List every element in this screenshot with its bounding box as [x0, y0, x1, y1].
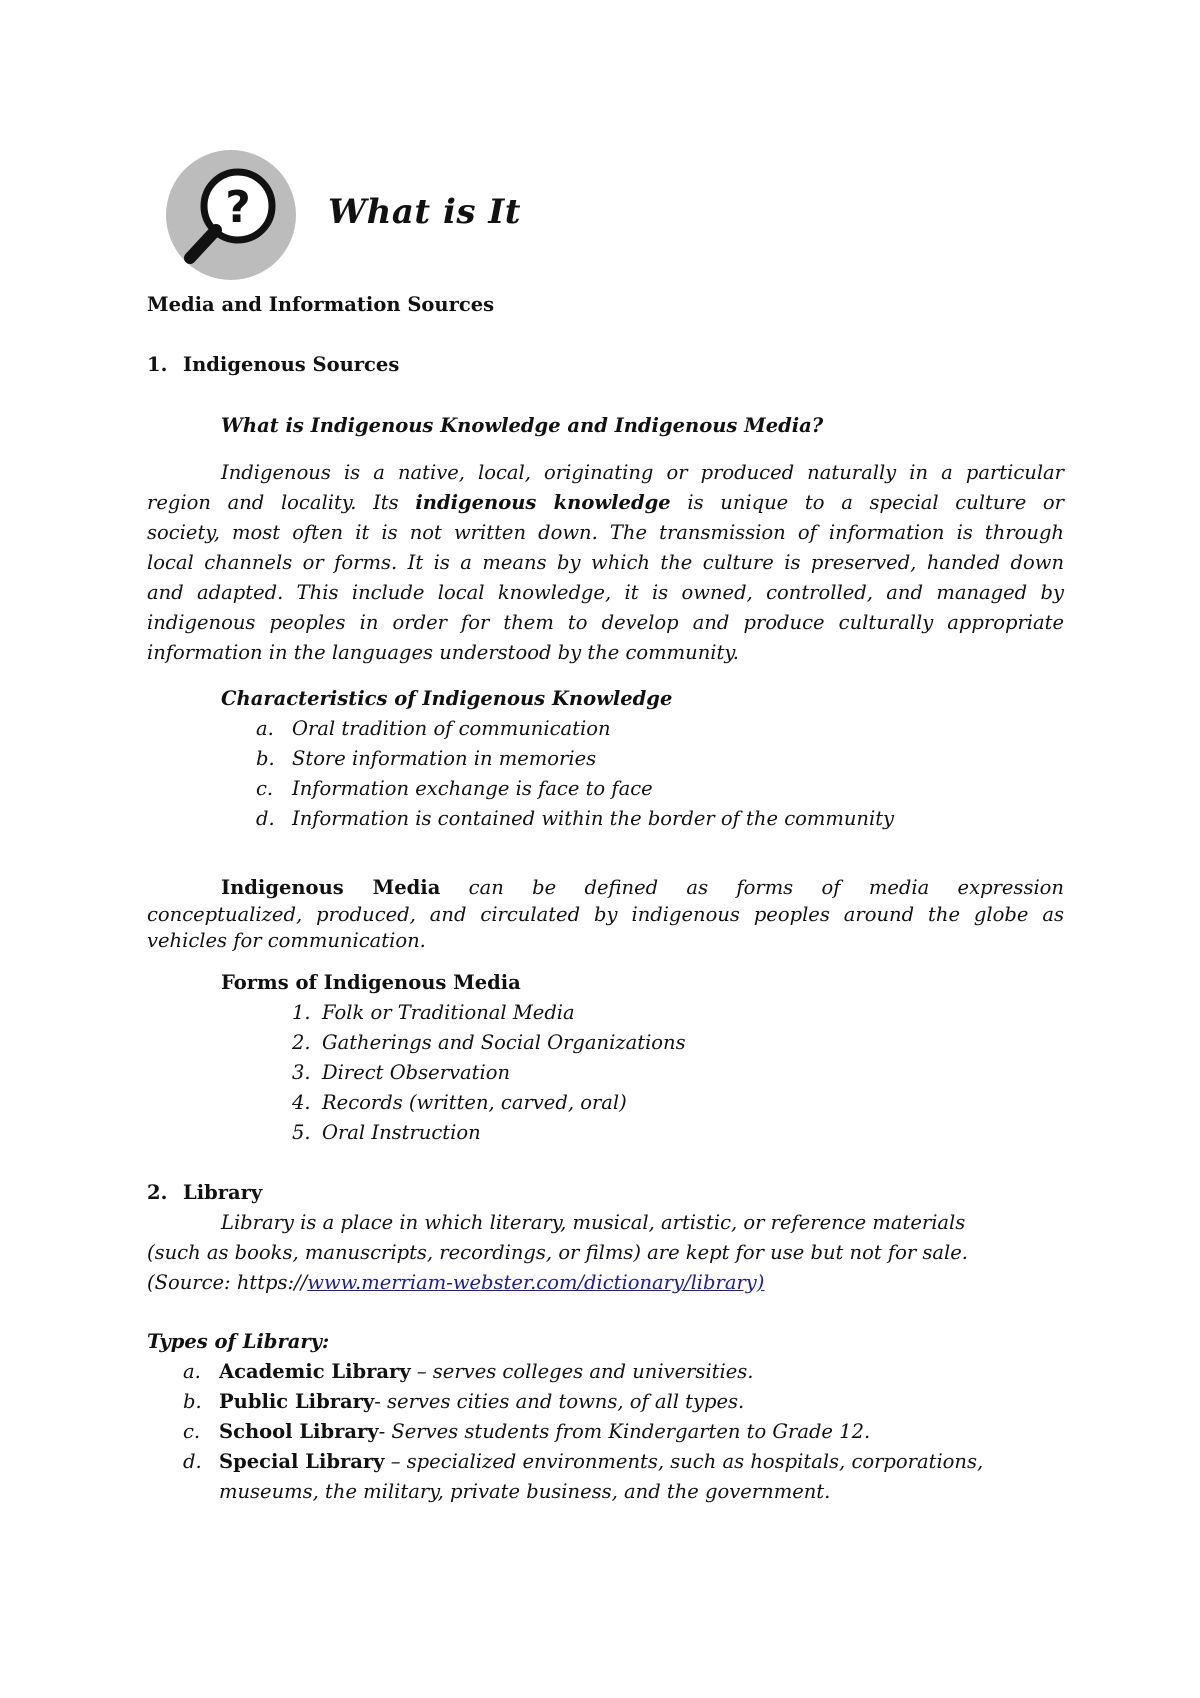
heading-text: Library — [183, 1181, 263, 1204]
list-text: Records (written, carved, oral) — [322, 1091, 627, 1114]
para1-text: region and locality. Its — [147, 491, 416, 514]
list-text: Direct Observation — [322, 1061, 511, 1084]
list-item — [292, 1118, 481, 1148]
media-def-line-2: conceptualized, produced, and circulated by indigenous peoples around the globe as — [147, 903, 1064, 926]
heading-number: 2. — [147, 1181, 168, 1204]
list-text: Oral tradition of communication — [292, 717, 611, 740]
list-text: Folk or Traditional Media — [322, 1001, 575, 1024]
list-label: d. — [256, 807, 275, 830]
type-name: Public Library — [219, 1390, 375, 1413]
list-item — [292, 1088, 627, 1118]
heading-text: Indigenous Sources — [183, 353, 400, 376]
type-name: Special Library — [219, 1450, 385, 1473]
para1-line-6: indigenous peoples in order for them to develop and produce culturally appropriate — [147, 611, 1064, 634]
type-desc: - serves cities and towns, of all types. — [374, 1390, 745, 1413]
list-item — [256, 804, 894, 834]
media-def-text: can be defined as forms of media expression — [440, 876, 1064, 899]
svg-text:?: ? — [225, 182, 251, 233]
list-item — [292, 1058, 510, 1088]
para1-line-2 — [147, 488, 1064, 518]
list-label: a. — [183, 1360, 201, 1383]
list-label: 1. — [292, 1001, 311, 1024]
type-name: School Library — [219, 1420, 379, 1443]
library-def-line-2: (such as books, manuscripts, recordings, or films) are kept for use but not for sale. — [147, 1241, 968, 1264]
list-text: Information exchange is face to face — [292, 777, 653, 800]
source-prefix: (Source: https:// — [147, 1271, 308, 1294]
media-def-line-1 — [221, 873, 1064, 903]
list-label: c. — [256, 777, 274, 800]
heading-indigenous-sources — [147, 350, 399, 380]
characteristics-heading: Characteristics of Indigenous Knowledge — [221, 687, 673, 710]
list-label: 4. — [292, 1091, 311, 1114]
library-source — [147, 1268, 764, 1298]
list-text: Information is contained within the border of the community — [292, 807, 895, 830]
list-item — [183, 1387, 744, 1417]
source-link[interactable]: www.merriam-webster.com/dictionary/library) — [307, 1271, 765, 1294]
library-def-line-1: Library is a place in which literary, musical, artistic, or reference materials — [221, 1211, 966, 1234]
list-item — [256, 774, 653, 804]
type-desc: - Serves students from Kindergarten to Grade 12. — [378, 1420, 871, 1443]
type-name: Academic Library — [219, 1360, 411, 1383]
forms-heading: Forms of Indigenous Media — [221, 971, 521, 994]
heading-library — [147, 1178, 262, 1208]
list-label: b. — [183, 1390, 202, 1413]
heading-number: 1. — [147, 353, 168, 376]
media-def-term: Indigenous Media — [221, 876, 441, 899]
para1-line-5: and adapted. This include local knowledge, it is owned, controlled, and managed by — [147, 581, 1064, 604]
list-item — [183, 1447, 983, 1477]
list-item — [183, 1417, 870, 1447]
list-label: 2. — [292, 1031, 311, 1054]
magnifier-question-icon — [166, 150, 296, 280]
list-item — [183, 1357, 754, 1387]
question-heading: What is Indigenous Knowledge and Indigenous Media? — [221, 414, 824, 437]
list-item — [256, 744, 596, 774]
para1-bold-term: indigenous knowledge — [415, 491, 671, 514]
list-text: Gatherings and Social Organizations — [322, 1031, 686, 1054]
para1-line-4: local channels or forms. It is a means by which the culture is preserved, handed down — [147, 551, 1064, 574]
list-label: 3. — [292, 1061, 311, 1084]
list-item — [256, 714, 611, 744]
list-item-continuation: museums, the military, private business, and the government. — [219, 1480, 831, 1503]
list-text: Oral Instruction — [322, 1121, 481, 1144]
para1-line-1: Indigenous is a native, local, originating or produced naturally in a particular — [221, 461, 1064, 484]
para1-text: is unique to a special culture or — [670, 491, 1064, 514]
banner-title: What is It — [328, 192, 521, 232]
list-label: a. — [256, 717, 274, 740]
media-def-line-3: vehicles for communication. — [147, 929, 426, 952]
list-label: b. — [256, 747, 275, 770]
list-label: d. — [183, 1450, 202, 1473]
para1-line-7: information in the languages understood by the community. — [147, 641, 739, 664]
list-item — [292, 1028, 686, 1058]
list-text: Store information in memories — [292, 747, 597, 770]
types-heading: Types of Library: — [147, 1330, 330, 1353]
type-desc: – serves colleges and universities. — [410, 1360, 754, 1383]
list-label: 5. — [292, 1121, 311, 1144]
list-label: c. — [183, 1420, 201, 1443]
list-item — [292, 998, 575, 1028]
section-title: Media and Information Sources — [147, 293, 495, 316]
para1-line-3: society, most often it is not written down. The transmission of information is through — [147, 521, 1064, 544]
type-desc: – specialized environments, such as hospitals, corporations, — [384, 1450, 984, 1473]
